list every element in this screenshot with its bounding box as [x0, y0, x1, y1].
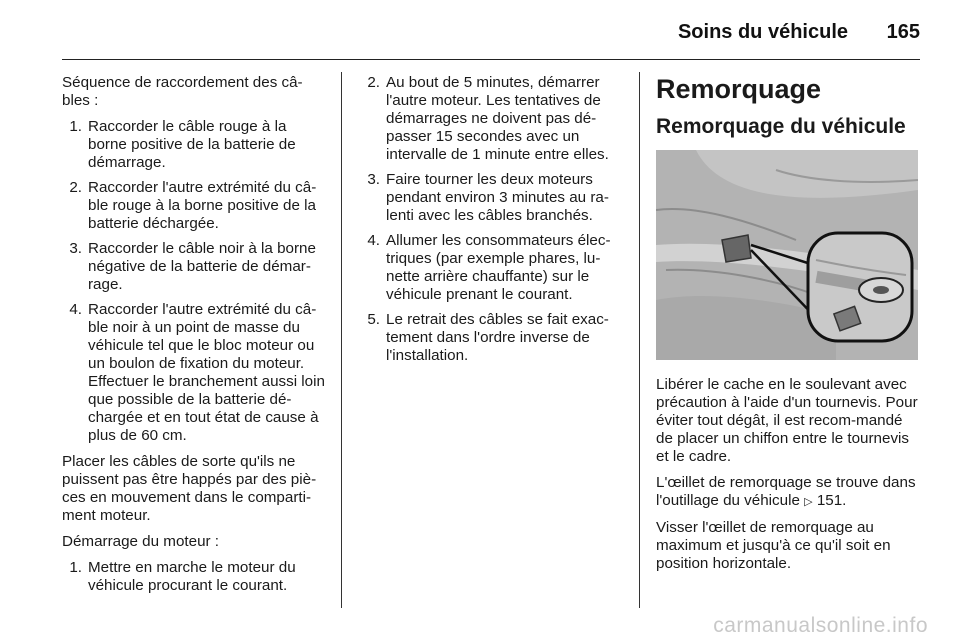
- page-number: 165: [886, 21, 920, 43]
- step-number: 2.: [69, 179, 82, 196]
- step-number: 5.: [367, 311, 380, 328]
- towing-paragraph-3: Visser l'œillet de remorquage au maximum et jusqu'à ce qu'il soit en position horizontale.: [656, 519, 891, 572]
- paragraph-text: L'œillet de remorquage se trouve dans l'outillage du véhicule: [656, 474, 916, 509]
- step-text: Faire tourner les deux moteurs pendant environ 3 minutes au ra-lenti avec les câbles branchés.: [386, 171, 609, 224]
- running-header-title: Soins du véhicule: [677, 21, 848, 43]
- step-number: 4.: [367, 232, 380, 249]
- step-text: Allumer les consommateurs élec-triques (par exemple phares, lu-nette arrière chauffante) sur le véhicule prenant le courant.: [386, 232, 611, 303]
- header-rule: [62, 59, 920, 60]
- list-item: [360, 232, 622, 304]
- step-text: Mettre en marche le moteur du véhicule procurant le courant.: [88, 559, 296, 594]
- intro-text: Séquence de raccordement des câ-bles :: [62, 74, 303, 109]
- list-item: [62, 240, 326, 294]
- subsection-heading: Remorquage du véhicule: [656, 115, 906, 138]
- watermark: carmanualsonline.info: [713, 614, 928, 637]
- step-text: Raccorder l'autre extrémité du câ-ble noir à un point de masse du véhicule tel que le bloc moteur ou un boulon de fixation du moteur. Effectuer le branchement aussi loin que possible de la batterie dé-chargée et en tout état de cause à plus de 60 cm.: [88, 301, 325, 444]
- list-item: [360, 311, 622, 365]
- column-1: [62, 74, 326, 603]
- list-item: [62, 301, 326, 445]
- towing-paragraph-2: [656, 474, 922, 511]
- page-reference-arrow-icon: ▷: [804, 496, 813, 508]
- step-text: Au bout de 5 minutes, démarrer l'autre moteur. Les tentatives de démarrages ne doivent pas dé-passer 15 secondes avec un intervalle de 1 minute entre elles.: [386, 74, 609, 163]
- step-number: 3.: [367, 171, 380, 188]
- step-text: Raccorder le câble rouge à la borne positive de la batterie de démarrage.: [88, 118, 296, 171]
- step-number: 1.: [69, 559, 82, 576]
- page-reference: 151.: [816, 492, 847, 509]
- column-2: [360, 74, 622, 373]
- column-divider: [639, 72, 640, 608]
- step-text: Raccorder l'autre extrémité du câ-ble rouge à la borne positive de la batterie déchargée.: [88, 179, 317, 232]
- step-number: 4.: [69, 301, 82, 318]
- step-text: Le retrait des câbles se fait exac-tement dans l'ordre inverse de l'installation.: [386, 311, 609, 364]
- step-number: 1.: [69, 118, 82, 135]
- list-item: [62, 559, 326, 595]
- start-steps: [62, 559, 326, 595]
- list-item: [360, 171, 622, 225]
- list-item: [360, 74, 622, 164]
- start-heading: Démarrage du moteur :: [62, 533, 220, 550]
- step-number: 3.: [69, 240, 82, 257]
- list-item: [62, 179, 326, 233]
- towing-eye-illustration: [656, 150, 918, 360]
- towing-paragraph-1: Libérer le cache en le soulevant avec précaution à l'aide d'un tournevis. Pour éviter tout dégât, il est recom-mandé de placer un chiffon entre le tournevis et le cadre.: [656, 376, 918, 465]
- column-3: [656, 74, 922, 581]
- step-text: Raccorder le câble noir à la borne négative de la batterie de démar-rage.: [88, 240, 316, 293]
- step-number: 2.: [367, 74, 380, 91]
- start-steps-continued: [360, 74, 622, 365]
- connection-steps: [62, 118, 326, 445]
- list-item: [62, 118, 326, 172]
- column-divider: [341, 72, 342, 608]
- section-heading: Remorquage: [656, 74, 822, 104]
- cable-note: Placer les câbles de sorte qu'ils ne puissent pas être happés par des piè-ces en mouvement dans le comparti-ment moteur.: [62, 453, 317, 524]
